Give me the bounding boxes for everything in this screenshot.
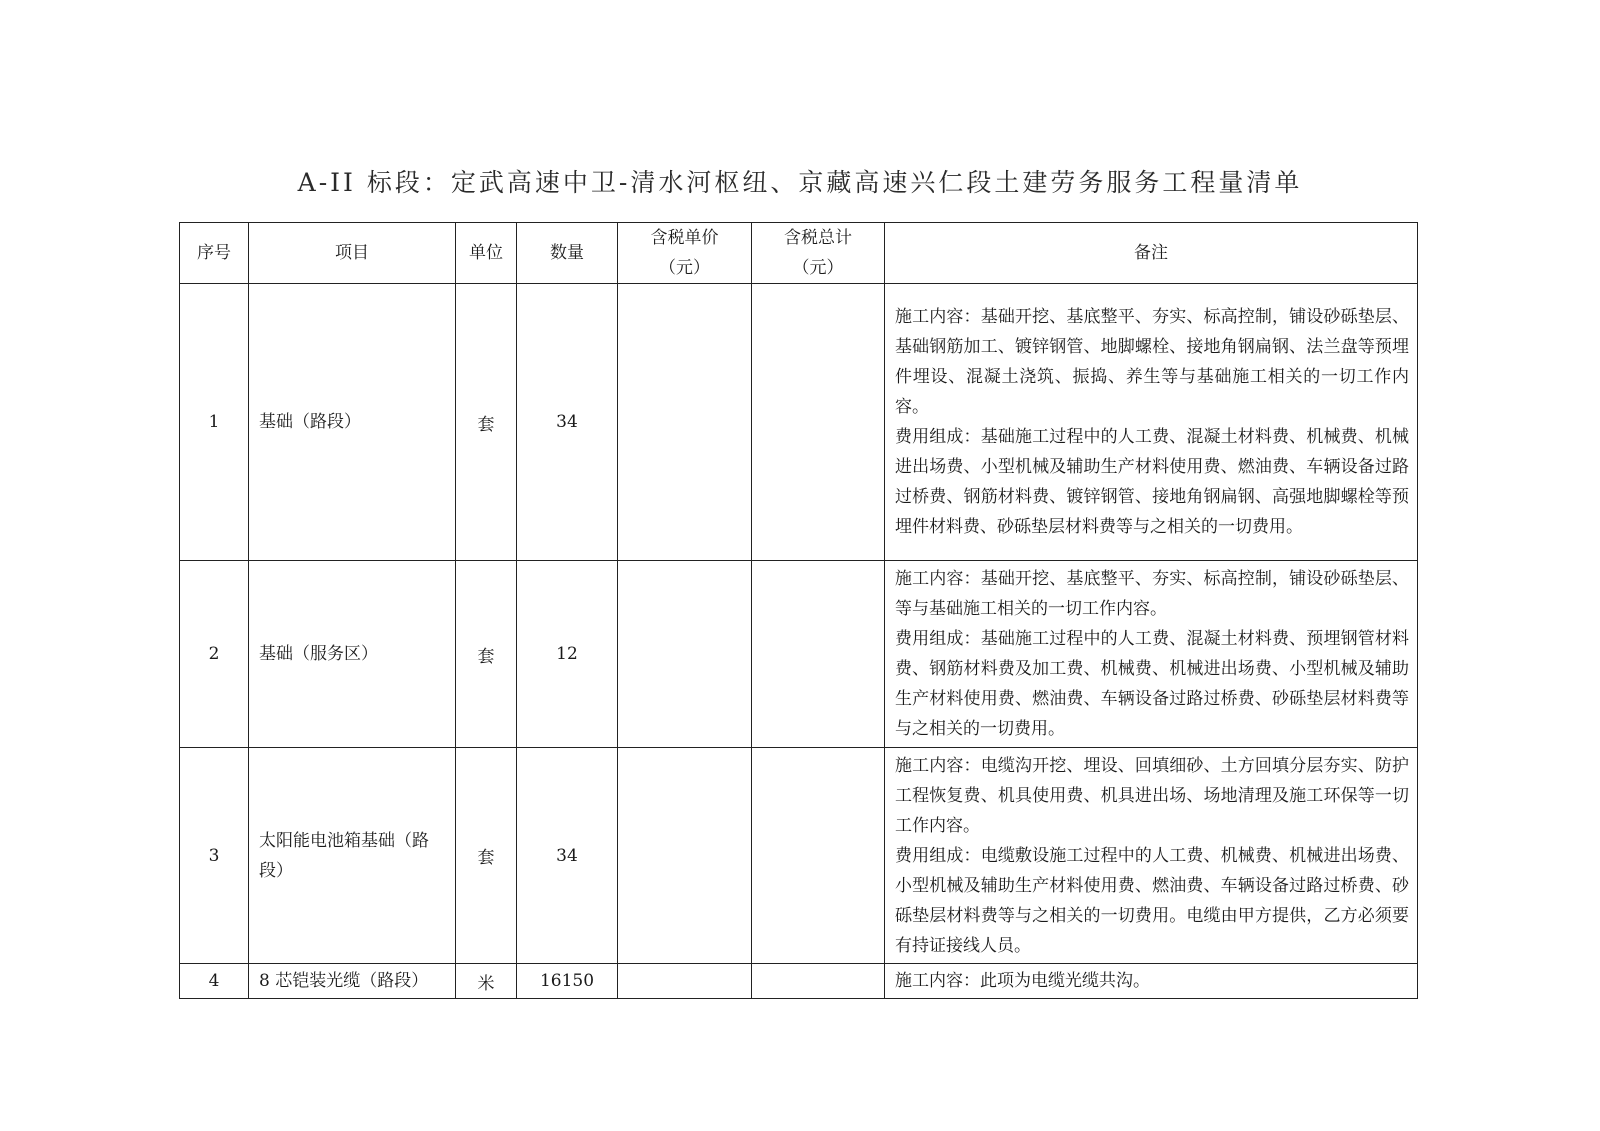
remark-work-content: 施工内容：基础开挖、基底整平、夯实、标高控制，铺设砂砾垫层、等与基础施工相关的一切工作内容。 — [895, 569, 1409, 619]
remark-work-content: 施工内容：电缆沟开挖、埋设、回填细砂、土方回填分层夯实、防护工程恢复费、机具使用费、机具进出场、场地清理及施工环保等一切工作内容。 — [895, 755, 1409, 836]
table-row — [180, 284, 1418, 561]
header-total-line2: （元） — [792, 258, 844, 278]
cell-quantity: 34 — [517, 284, 618, 561]
header-seq: 序号 — [180, 223, 249, 284]
cell-item: 8 芯铠装光缆（路段） — [249, 964, 456, 999]
remark-cost-composition: 费用组成：基础施工过程中的人工费、混凝土材料费、预埋钢管材料费、钢筋材料费及加工费、机械费、机械进出场费、小型机械及辅助生产材料使用费、燃油费、车辆设备过路过桥费、砂砾垫层材料费等与之相关的一切费用。 — [895, 629, 1409, 739]
cell-seq: 3 — [180, 748, 249, 964]
header-total — [752, 223, 885, 284]
table-row — [180, 748, 1418, 964]
header-unit-price-line1: 含税单价 — [650, 228, 719, 248]
remark-work-content: 施工内容：基础开挖、基底整平、夯实、标高控制，铺设砂砾垫层、基础钢筋加工、镀锌钢管、地脚螺栓、接地角钢扁钢、法兰盘等预埋件埋设、混凝土浇筑、振捣、养生等与基础施工相关的一切工作内容。 — [895, 307, 1409, 417]
remark-cost-composition: 费用组成：电缆敷设施工过程中的人工费、机械费、机械进出场费、小型机械及辅助生产材料使用费、燃油费、车辆设备过路过桥费、砂砾垫层材料费等与之相关的一切费用。电缆由甲方提供，乙方必须要有持证接线人员。 — [895, 845, 1409, 956]
cell-remark — [885, 964, 1418, 999]
cell-item: 基础（路段） — [249, 284, 456, 561]
cell-remark — [885, 284, 1418, 561]
cell-unit: 套 — [456, 561, 517, 748]
cell-unit-price — [618, 561, 752, 748]
cell-total — [752, 284, 885, 561]
header-quantity: 数量 — [517, 223, 618, 284]
document-title: A-II 标段：定武高速中卫-清水河枢纽、京藏高速兴仁段土建劳务服务工程量清单 — [297, 168, 1303, 197]
cell-total — [752, 964, 885, 999]
header-total-line1: 含税总计 — [784, 228, 852, 248]
table-header-row — [180, 223, 1418, 284]
cell-unit-price — [618, 964, 752, 999]
quantity-list-table — [179, 222, 1418, 999]
cell-remark — [885, 561, 1418, 748]
cell-unit: 米 — [456, 964, 517, 999]
cell-quantity: 34 — [517, 748, 618, 964]
cell-quantity: 16150 — [517, 964, 618, 999]
cell-quantity: 12 — [517, 561, 618, 748]
cell-item: 太阳能电池箱基础（路段） — [249, 748, 456, 964]
cell-unit-price — [618, 284, 752, 561]
cell-seq: 4 — [180, 964, 249, 999]
cell-total — [752, 561, 885, 748]
table-row — [180, 561, 1418, 748]
cell-total — [752, 748, 885, 964]
remark-work-content: 施工内容：此项为电缆光缆共沟。 — [895, 971, 1150, 991]
header-unit: 单位 — [456, 223, 517, 284]
cell-unit: 套 — [456, 748, 517, 964]
cell-remark — [885, 748, 1418, 964]
cell-item: 基础（服务区） — [249, 561, 456, 748]
cell-seq: 2 — [180, 561, 249, 748]
cell-unit: 套 — [456, 284, 517, 561]
header-remark: 备注 — [885, 223, 1418, 284]
remark-cost-composition: 费用组成：基础施工过程中的人工费、混凝土材料费、机械费、机械进出场费、小型机械及辅助生产材料使用费、燃油费、车辆设备过路过桥费、钢筋材料费、镀锌钢管、接地角钢扁钢、高强地脚螺栓等预埋件材料费、砂砾垫层材料费等与之相关的一切费用。 — [895, 427, 1409, 537]
cell-seq: 1 — [180, 284, 249, 561]
header-item: 项目 — [249, 223, 456, 284]
table-row — [180, 964, 1418, 999]
cell-unit-price — [618, 748, 752, 964]
header-unit-price-line2: （元） — [659, 258, 710, 278]
header-unit-price — [618, 223, 752, 284]
